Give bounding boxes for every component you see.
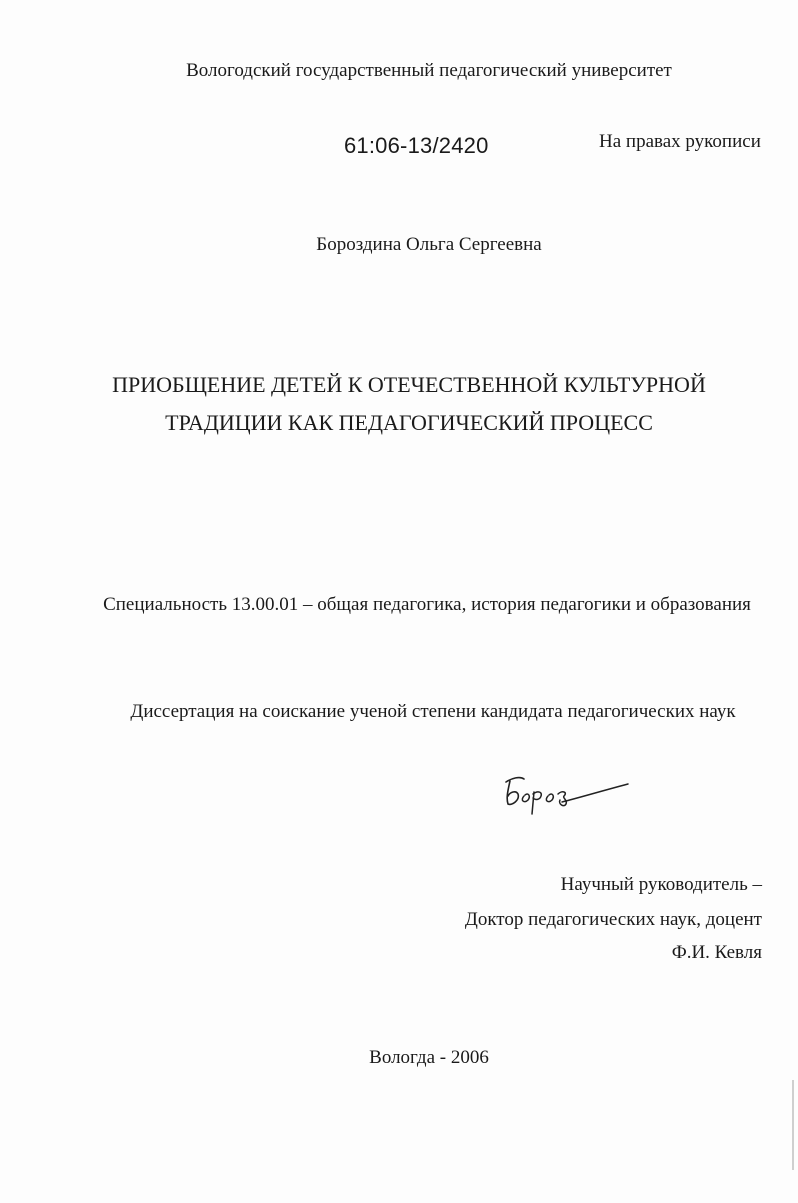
speciality-line: Специальность 13.00.01 – общая педагогика, история педагогики и образования [103,594,751,615]
supervisor-label: Научный руководитель – [560,874,762,895]
university-name: Вологодский государственный педагогический университет [186,60,672,81]
handwritten-signature [498,770,638,816]
supervisor-degree: Доктор педагогических наук, доцент [464,909,762,930]
city-year: Вологда - 2006 [369,1047,489,1068]
title-line-2: ТРАДИЦИИ КАК ПЕДАГОГИЧЕСКИЙ ПРОЦЕСС [165,410,653,435]
dissertation-line: Диссертация на соискание ученой степени кандидата педагогических наук [130,701,736,722]
document-code: 61:06-13/2420 [344,133,489,158]
scan-edge-mark [792,1080,794,1170]
title-line-1: ПРИОБЩЕНИЕ ДЕТЕЙ К ОТЕЧЕСТВЕННОЙ КУЛЬТУРНОЙ [112,372,706,397]
supervisor-name: Ф.И. Кевля [671,942,762,963]
author-name: Бороздина Ольга Сергеевна [316,234,542,255]
rights-notice: На правах рукописи [599,131,761,152]
